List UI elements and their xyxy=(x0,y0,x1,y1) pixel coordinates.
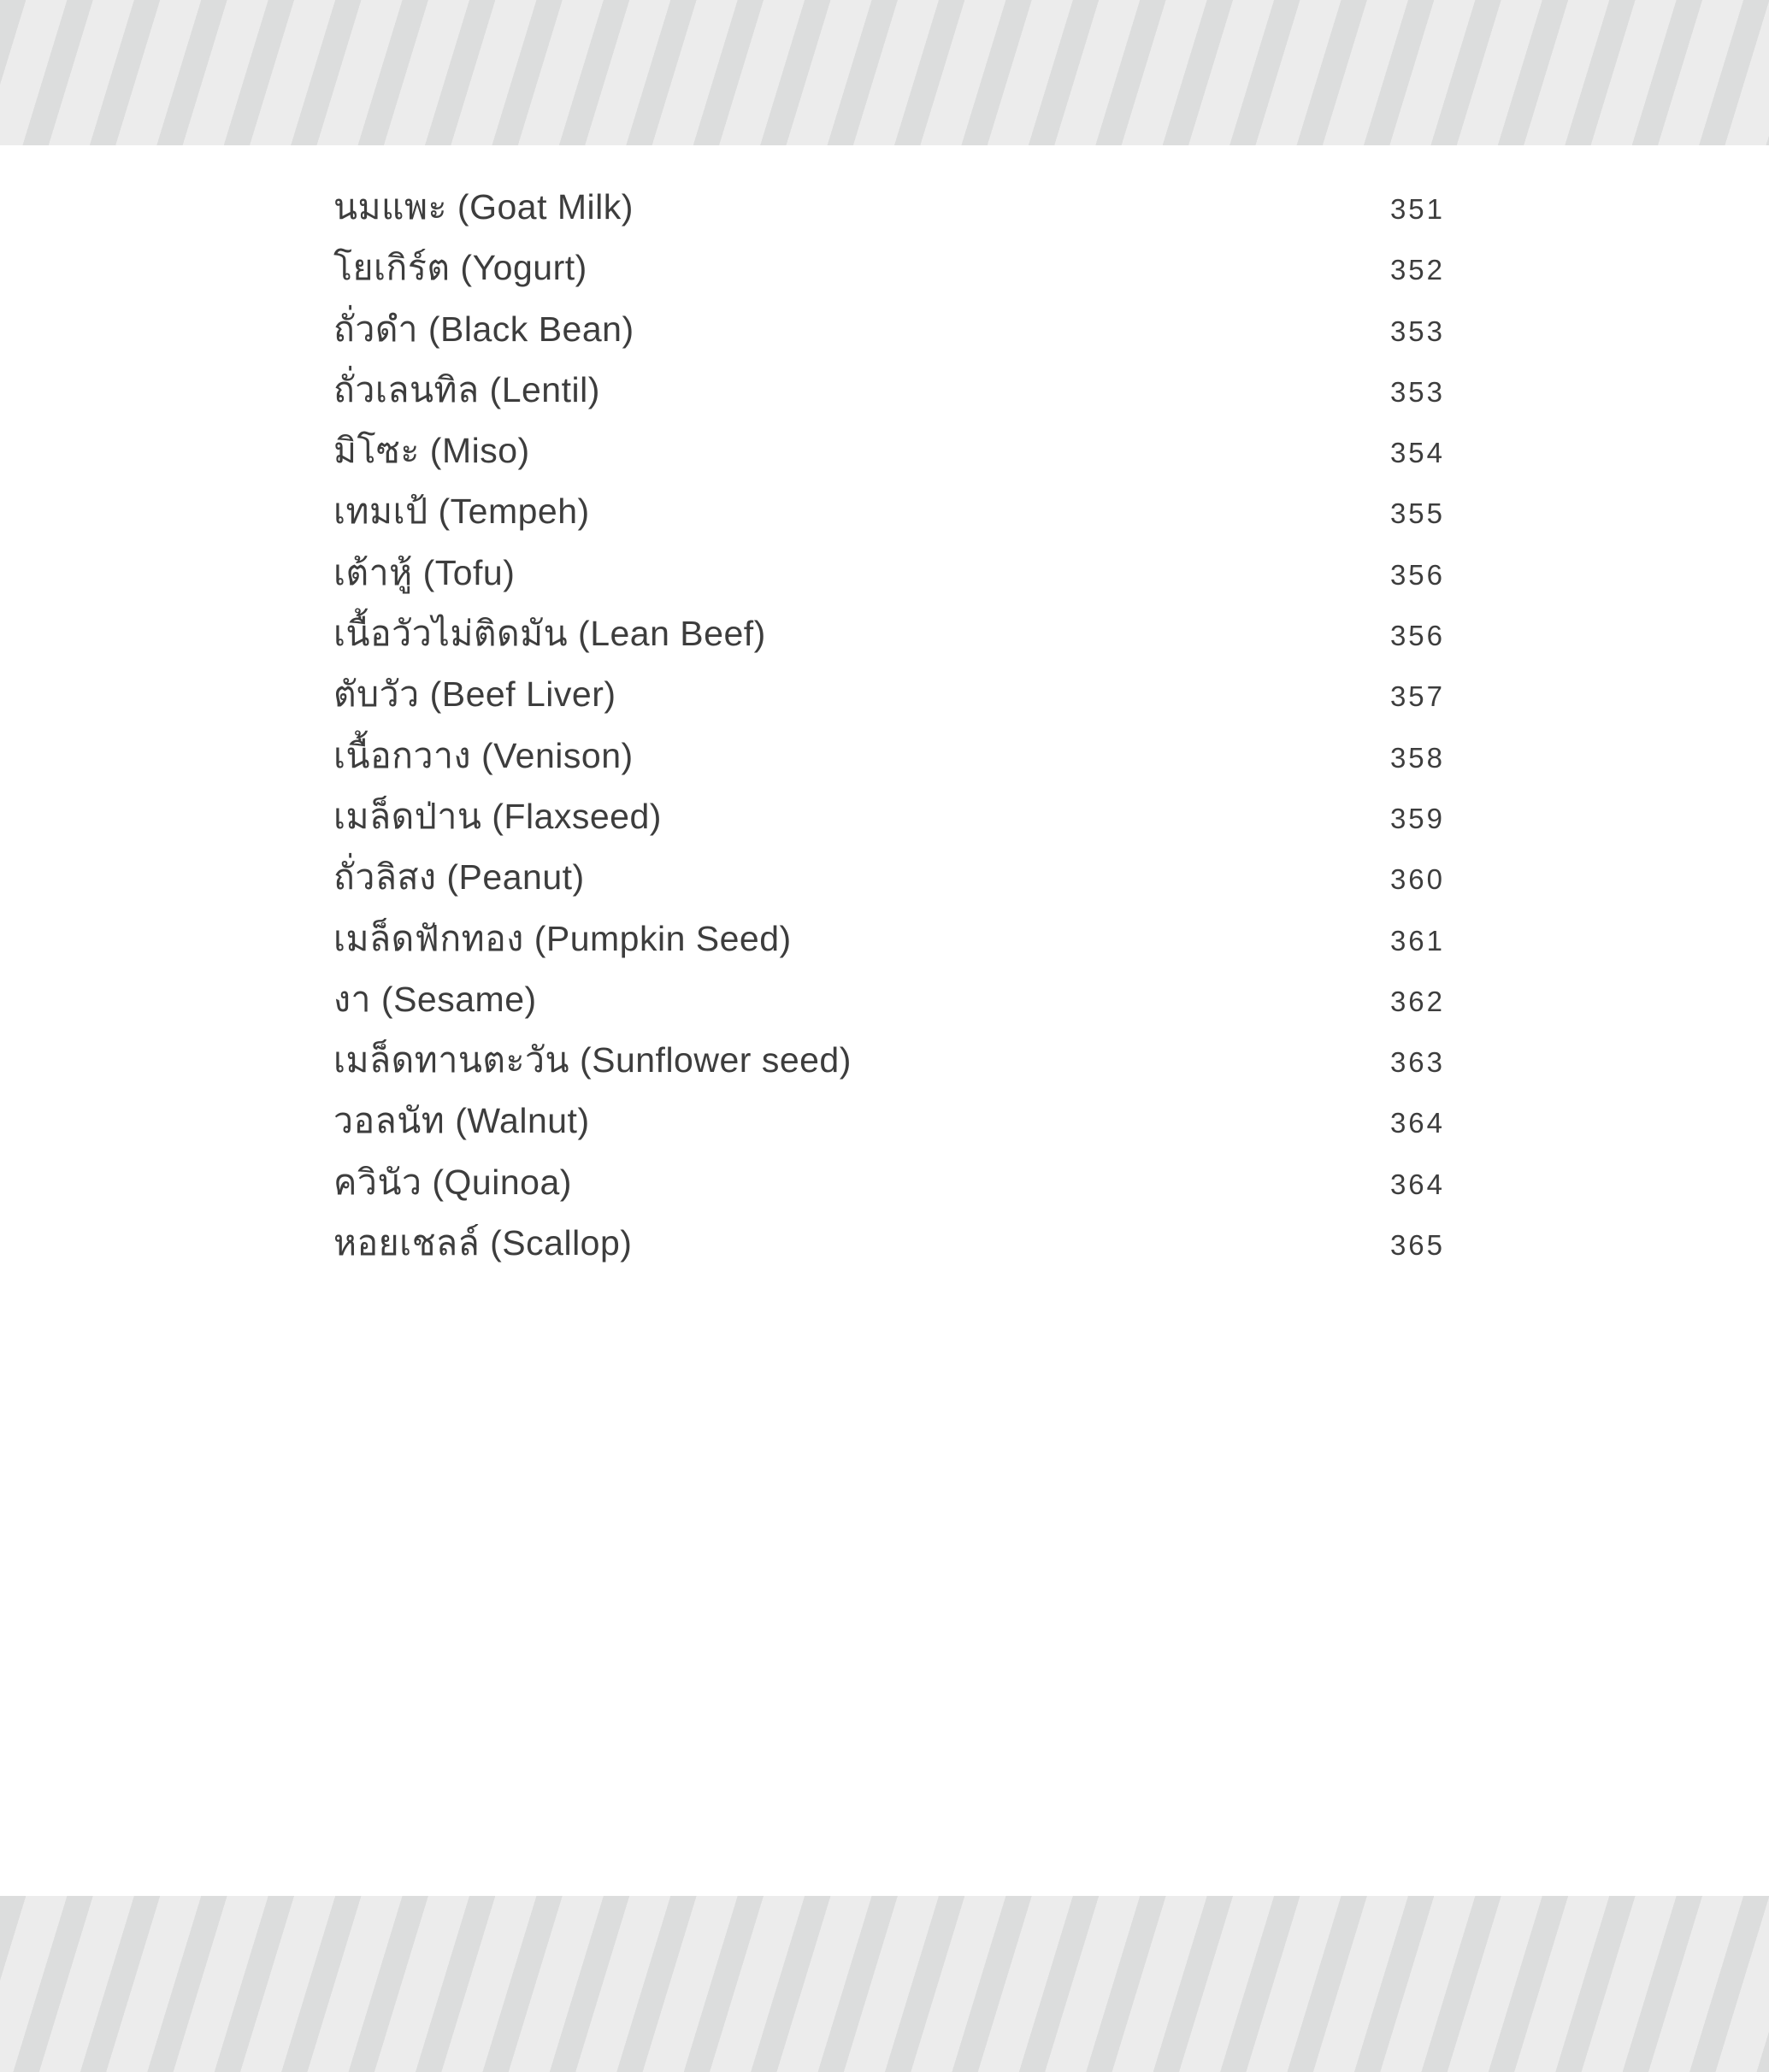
toc-entry xyxy=(333,909,1445,969)
toc-entry xyxy=(333,299,1445,360)
toc-entry-page: 358 xyxy=(1389,741,1445,774)
toc-entry xyxy=(333,969,1445,1030)
toc-entry-label: ถั่วเลนทิล (Lentil) xyxy=(333,369,600,409)
toc-entry-page: 363 xyxy=(1389,1046,1445,1079)
toc-entry-label: เต้าหู้ (Tofu) xyxy=(333,552,516,592)
toc-entry-label: นมแพะ (Goat Milk) xyxy=(333,187,634,227)
toc-entry-label: โยเกิร์ต (Yogurt) xyxy=(333,248,587,288)
toc-entry xyxy=(333,847,1445,908)
toc-entry-page: 355 xyxy=(1389,497,1445,530)
toc-entry-page: 352 xyxy=(1389,254,1445,286)
toc-entry-label: ตับวัว (Beef Liver) xyxy=(333,674,616,715)
toc-entry-page: 353 xyxy=(1389,315,1445,347)
toc-entry-label: วอลนัท (Walnut) xyxy=(333,1101,590,1141)
toc-entry xyxy=(333,481,1445,542)
toc-entry-page: 361 xyxy=(1389,924,1445,957)
toc-entry-label: ถั่วดำ (Black Bean) xyxy=(333,309,634,349)
toc-entry xyxy=(333,360,1445,421)
toc-entry-page: 356 xyxy=(1389,620,1445,652)
toc-entry-page: 351 xyxy=(1389,193,1445,225)
toc-entry xyxy=(333,726,1445,786)
toc-entry-label: เนื้อกวาง (Venison) xyxy=(333,735,634,775)
toc-entry-label: เนื้อวัวไม่ติดมัน (Lean Beef) xyxy=(333,614,766,654)
bottom-stripe-band xyxy=(0,1896,1769,2072)
toc-entry-page: 353 xyxy=(1389,375,1445,408)
toc-entry-label: เมล็ดฟักทอง (Pumpkin Seed) xyxy=(333,918,792,958)
toc-entry-label: งา (Sesame) xyxy=(333,979,537,1019)
toc-entry xyxy=(333,177,1445,238)
toc-entry-page: 365 xyxy=(1389,1229,1445,1262)
toc-list xyxy=(333,177,1445,1274)
toc-entry-page: 364 xyxy=(1389,1168,1445,1200)
toc-entry-page: 360 xyxy=(1389,863,1445,896)
toc-entry xyxy=(333,421,1445,481)
toc-entry-page: 362 xyxy=(1389,985,1445,1017)
toc-entry xyxy=(333,1152,1445,1213)
toc-entry-label: เมล็ดทานตะวัน (Sunflower seed) xyxy=(333,1040,852,1080)
toc-entry xyxy=(333,543,1445,603)
toc-entry-page: 357 xyxy=(1389,680,1445,713)
toc-entry-page: 359 xyxy=(1389,802,1445,834)
toc-entry-label: เทมเป้ (Tempeh) xyxy=(333,492,590,532)
toc-entry xyxy=(333,1030,1445,1091)
top-stripe-band xyxy=(0,0,1769,145)
toc-entry-label: ควินัว (Quinoa) xyxy=(333,1162,572,1202)
toc-entry xyxy=(333,786,1445,847)
toc-entry-label: หอยเชลล์ (Scallop) xyxy=(333,1223,633,1263)
toc-entry xyxy=(333,238,1445,298)
toc-entry-page: 356 xyxy=(1389,558,1445,591)
toc-entry xyxy=(333,1091,1445,1151)
toc-entry-page: 354 xyxy=(1389,437,1445,469)
toc-entry xyxy=(333,603,1445,664)
toc-entry xyxy=(333,1213,1445,1274)
toc-entry-label: เมล็ดป่าน (Flaxseed) xyxy=(333,796,662,836)
toc-entry-page: 364 xyxy=(1389,1107,1445,1139)
toc-entry xyxy=(333,664,1445,725)
toc-entry-label: มิโซะ (Miso) xyxy=(333,431,530,471)
toc-entry-label: ถั่วลิสง (Peanut) xyxy=(333,857,585,898)
